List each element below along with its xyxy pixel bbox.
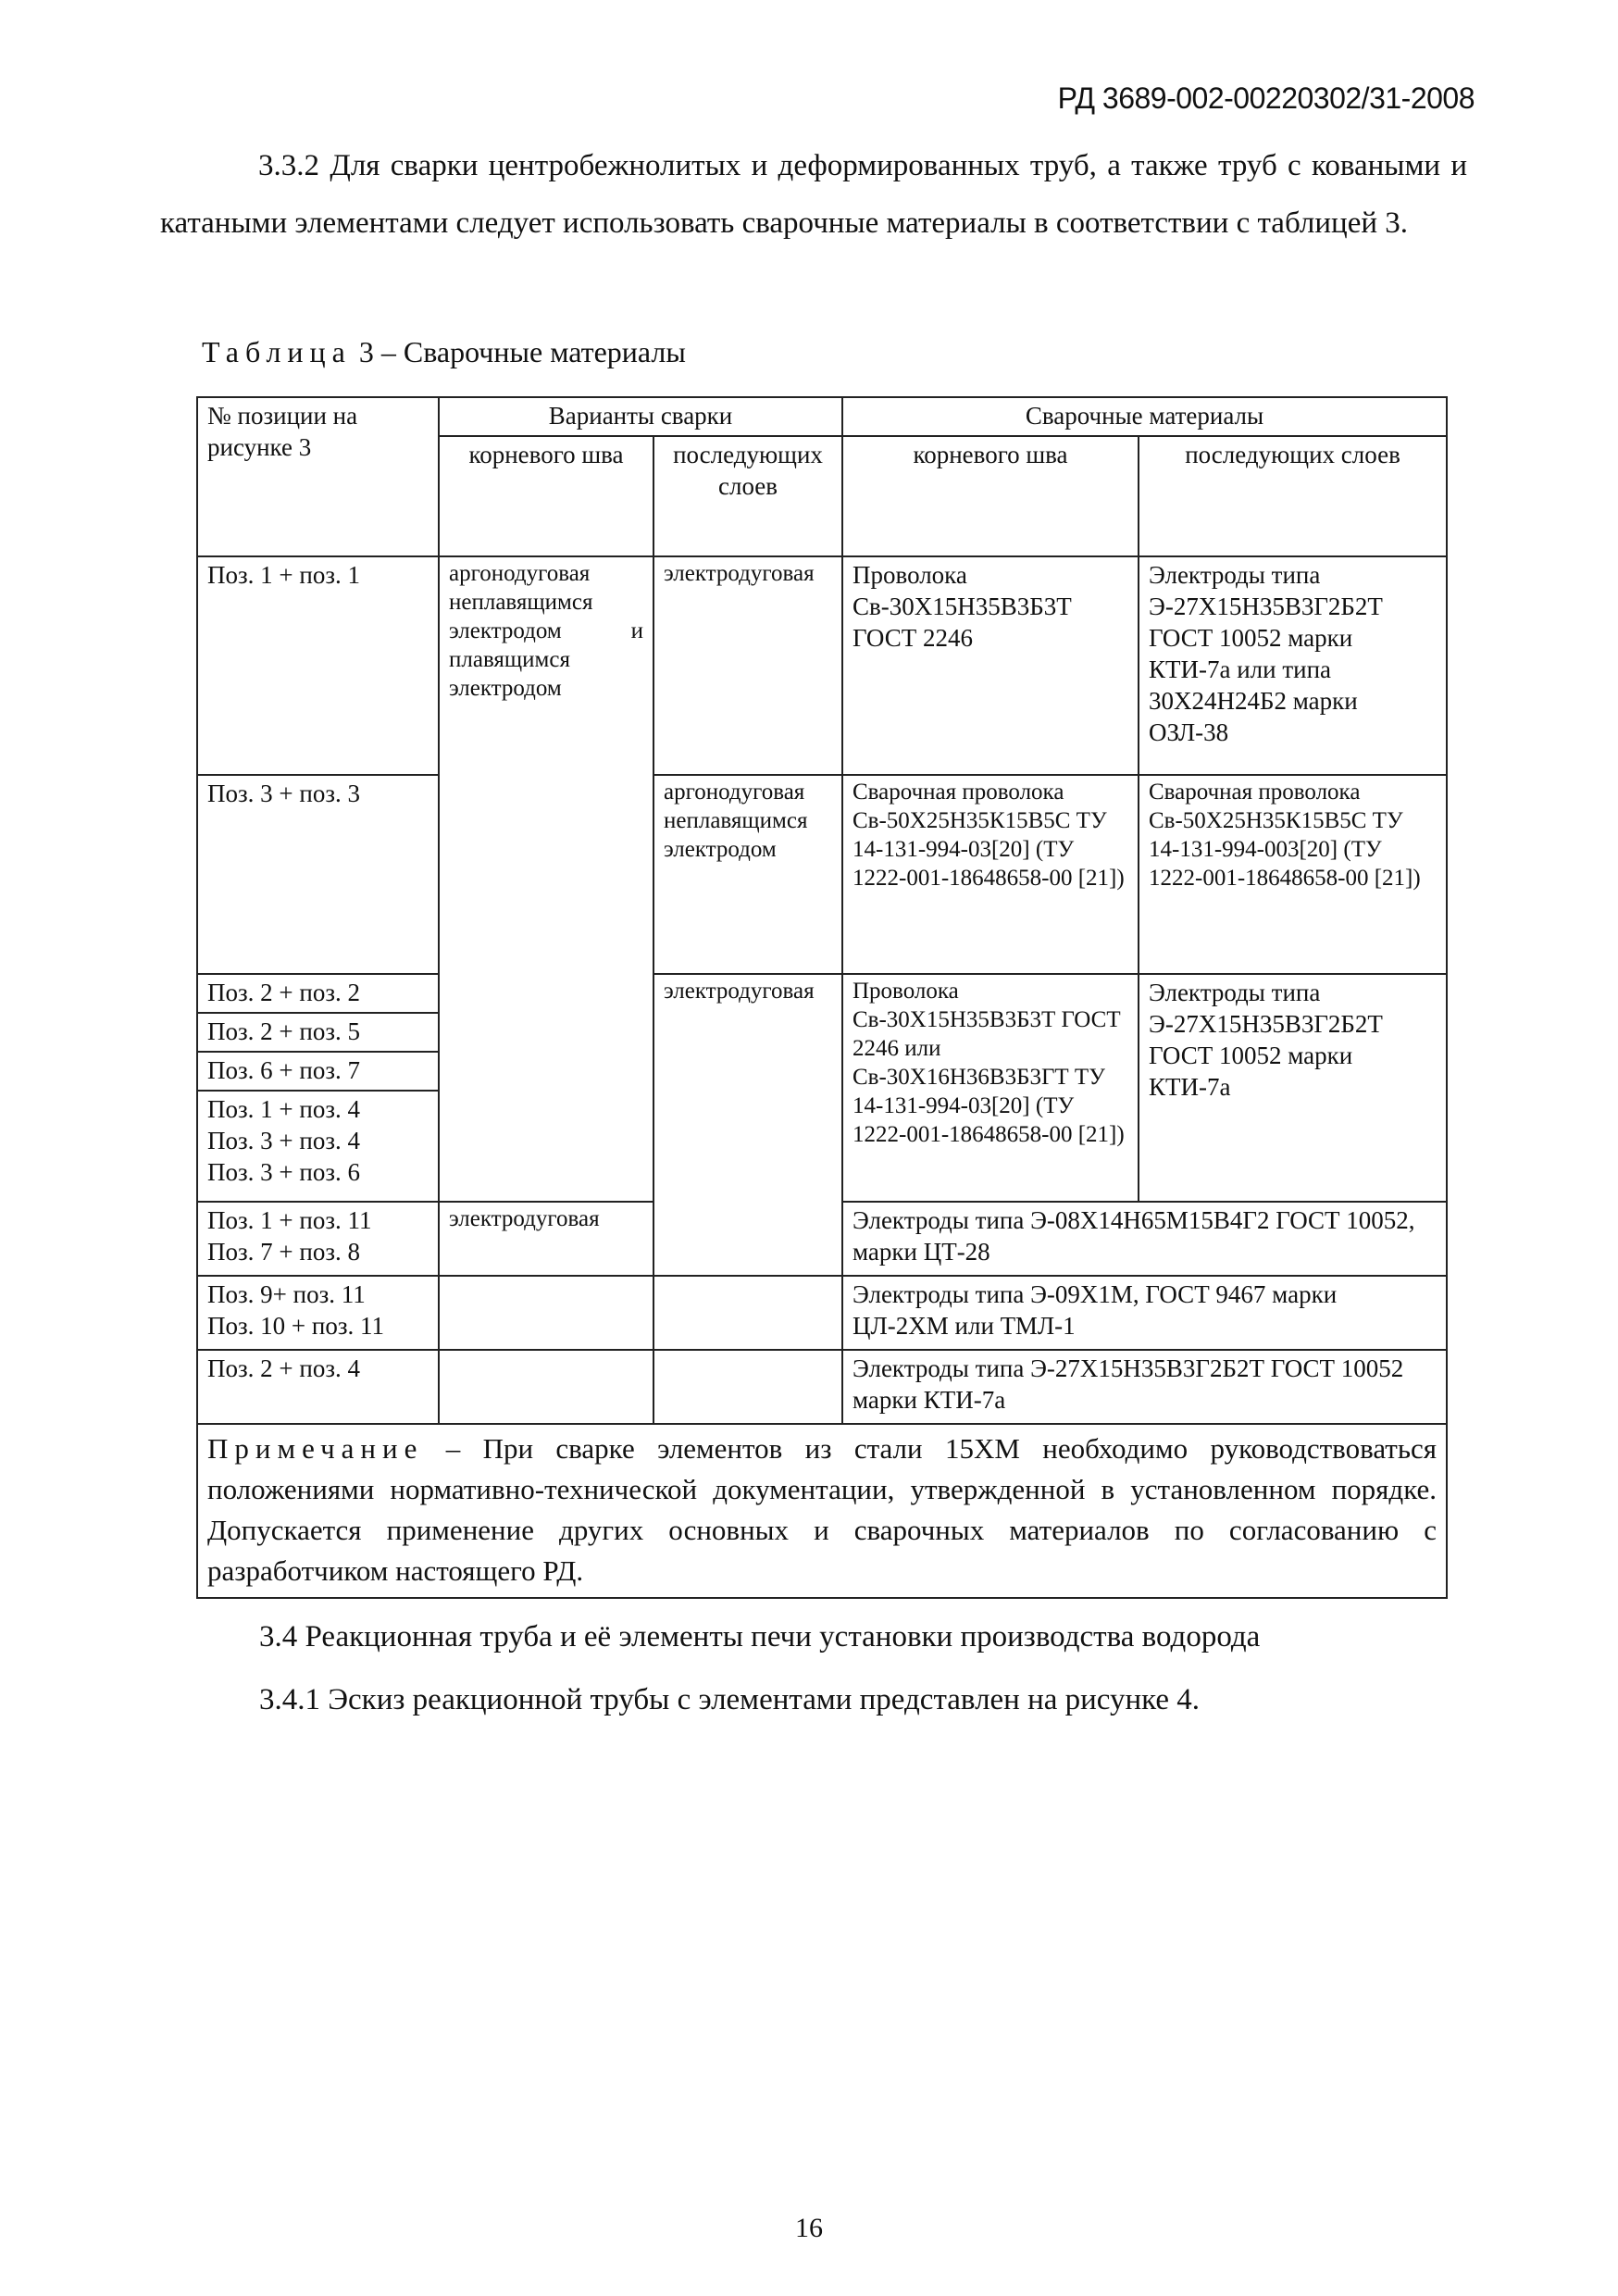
section-3-4-1-text: 3.4.1 Эскиз реакционной трубы с элементами представлен на рисунке 4. xyxy=(259,1683,1201,1716)
cell-root-method: аргонодуговая неплавящимся электродом и плавящимся электродом xyxy=(439,556,653,1202)
cell-mat-next: Сварочная проволока Св-50Х25Н35К15В5С ТУ 14-131-994-003[20] (ТУ 1222-001-18648658-00 [21]) xyxy=(1139,775,1447,974)
cell-position: Поз. 3 + поз. 3 xyxy=(197,775,439,974)
cell-next-method: электродуговая xyxy=(653,556,842,775)
header-materials: Сварочные материалы xyxy=(842,397,1447,436)
header-position: № позиции на рисунке 3 xyxy=(197,397,439,556)
cell-next-method: электродуговая xyxy=(653,974,842,1276)
cell-root-method xyxy=(439,1276,653,1350)
page-number: 16 xyxy=(795,2213,823,2243)
table-row xyxy=(197,974,1447,1013)
cell-position: Поз. 2 + поз. 5 xyxy=(197,1013,439,1052)
table-caption-label: Таблица xyxy=(202,335,352,368)
table-row xyxy=(197,1350,1447,1424)
cell-position: Поз. 9+ поз. 11 Поз. 10 + поз. 11 xyxy=(197,1276,439,1350)
cell-mat-root: Сварочная проволока Св-50Х25Н35К15В5С ТУ 14-131-994-03[20] (ТУ 1222-001-18648658-00 [21]) xyxy=(842,775,1139,974)
cell-mat-root: Проволока Св-30Х15Н35В3Б3Т ГОСТ 2246 xyxy=(842,556,1139,775)
note-label: Примечание xyxy=(207,1432,424,1465)
table-caption xyxy=(202,335,686,369)
cell-mat-next: Электроды типа Э-27Х15Н35В3Г2Б2Т ГОСТ 10052 марки КТИ-7а xyxy=(1139,974,1447,1202)
cell-materials: Электроды типа Э-27Х15Н35В3Г2Б2Т ГОСТ 10052 марки КТИ-7а xyxy=(842,1350,1447,1424)
table-note-row xyxy=(197,1424,1447,1598)
table-row xyxy=(197,556,1447,775)
cell-mat-next: Электроды типа Э-27Х15Н35В3Г2Б2Т ГОСТ 10052 марки КТИ-7а или типа 30Х24Н24Б2 марки ОЗЛ-38 xyxy=(1139,556,1447,775)
section-3-4-heading: 3.4 Реакционная труба и её элементы печи установки производства водорода xyxy=(259,1620,1261,1653)
cell-position: Поз. 1 + поз. 11 Поз. 7 + поз. 8 xyxy=(197,1202,439,1276)
header-mat-root: корневого шва xyxy=(842,436,1139,556)
cell-position: Поз. 2 + поз. 2 xyxy=(197,974,439,1013)
header-variants: Варианты сварки xyxy=(439,397,842,436)
cell-materials: Электроды типа Э-08Х14Н65М15В4Г2 ГОСТ 10052, марки ЦТ-28 xyxy=(842,1202,1447,1276)
intro-number: 3.3.2 xyxy=(258,149,319,182)
intro-text: Для сварки центробежнолитых и деформированных труб, а также труб с коваными и катаными элементами следует использовать сварочные материалы в соответствии с таблицей 3. xyxy=(160,149,1467,240)
cell-mat-root: Проволока Св-30Х15Н35В3Б3Т ГОСТ 2246 или Св-30Х16Н36В3Б3ГТ ТУ 14-131-994-03[20] (ТУ 1222-001-18648658-00 [21]) xyxy=(842,974,1139,1202)
table-note xyxy=(197,1424,1447,1598)
cell-position: Поз. 2 + поз. 4 xyxy=(197,1350,439,1424)
table-caption-title: 3 – Сварочные материалы xyxy=(351,335,686,368)
note-text: – При сварке элементов из стали 15ХМ необходимо руководствоваться положениями нормативно-технической документации, утвержденной в установленном порядке. Допускается применение других основных и сварочных материалов по согласованию с разработчиком настоящего РД. xyxy=(207,1432,1437,1587)
table-row xyxy=(197,1276,1447,1350)
table-row xyxy=(197,775,1447,974)
cell-position: Поз. 1 + поз. 1 xyxy=(197,556,439,775)
document-code: РД 3689-002-00220302/31-2008 xyxy=(1057,81,1475,115)
cell-position: Поз. 6 + поз. 7 xyxy=(197,1052,439,1091)
cell-root-method: электродуговая xyxy=(439,1202,653,1276)
table-header-row xyxy=(197,397,1447,436)
intro-paragraph xyxy=(160,137,1467,252)
welding-materials-table xyxy=(196,396,1448,1599)
cell-position: Поз. 1 + поз. 4 Поз. 3 + поз. 4 Поз. 3 + поз. 6 xyxy=(197,1091,439,1202)
cell-materials: Электроды типа Э-09Х1М, ГОСТ 9467 марки ЦЛ-2ХМ или ТМЛ-1 xyxy=(842,1276,1447,1350)
header-root: корневого шва xyxy=(439,436,653,556)
cell-next-method xyxy=(653,1350,842,1424)
cell-next-method xyxy=(653,1276,842,1350)
cell-next-method: аргонодуговая неплавящимся электродом xyxy=(653,775,842,974)
header-next: последующих слоев xyxy=(653,436,842,556)
cell-root-method xyxy=(439,1350,653,1424)
header-mat-next: последующих слоев xyxy=(1139,436,1447,556)
